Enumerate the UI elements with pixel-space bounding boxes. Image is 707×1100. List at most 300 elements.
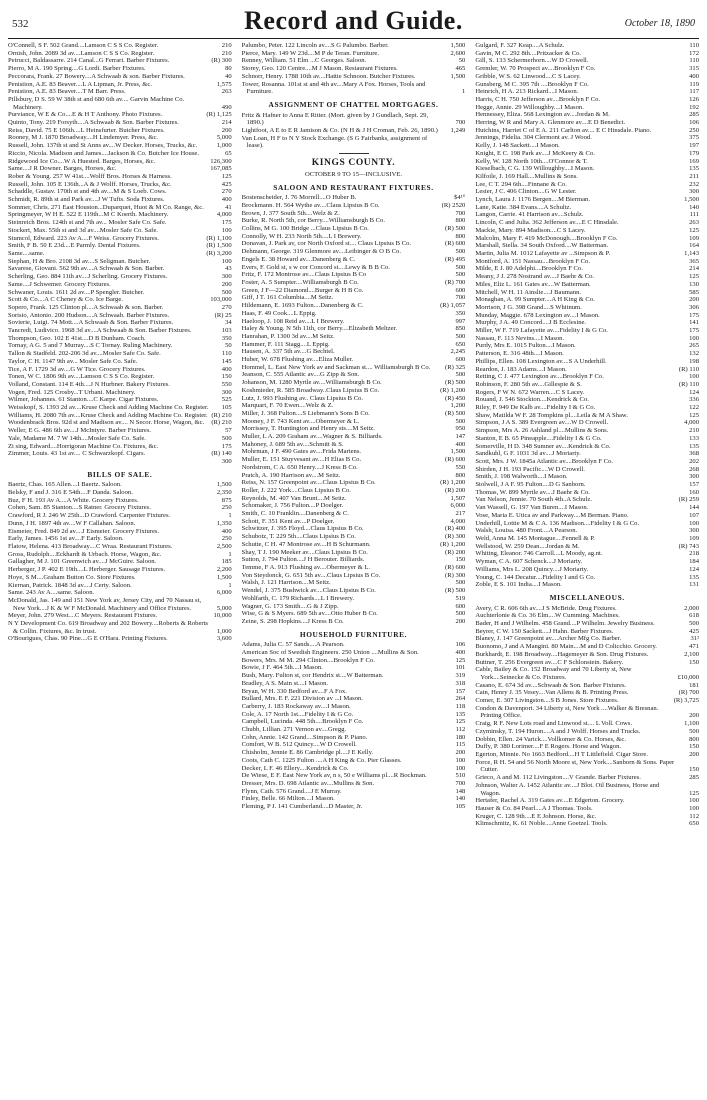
- list-entry: [475, 196, 699, 204]
- entry-text: Kruger, C. 128 9th....E E Johnson. Horse, &c.: [475, 812, 597, 820]
- entry-text: Petrucci, Baldassarre. 214 Canal...G Ferrari. Barber Fixtures.: [8, 57, 170, 65]
- entry-amount: 875: [221, 496, 232, 504]
- entry-amount: 4,000: [684, 419, 700, 427]
- entry-amount: (R) 25: [214, 311, 232, 319]
- entry-text: Morrison, J G. 398 Grand....S Whitnum.: [475, 303, 582, 311]
- list-entry: [242, 333, 466, 341]
- entry-text: Hegge, Annie. 29 Willoughby....I Mason.: [475, 103, 584, 111]
- entry-amount: £10,000: [677, 673, 700, 681]
- list-entry: [242, 73, 466, 81]
- entry-text: Shaw, Matilda W F. 28 Tompkins pl....Leila & M A Shaw.: [475, 411, 628, 419]
- list-entry: [475, 458, 699, 466]
- list-entry: [475, 81, 699, 89]
- entry-text: Same....J R Downer. Barges, Horses, &c.: [8, 165, 117, 173]
- entry-text: Mahoney, J. 689 5th av....Schmitt & S.: [241, 440, 344, 448]
- list-entry: [8, 81, 232, 89]
- list-entry: [8, 296, 232, 304]
- entry-amount: 157: [455, 687, 466, 695]
- list-entry: [475, 150, 699, 158]
- entry-text: Patterson, E. 316 48th....I Mason.: [475, 350, 564, 358]
- entry-text: Condon & Davenport. 34 Liberty st, New York ....Walker & Bresnan. Printing Office.: [475, 704, 659, 720]
- list-entry: [242, 610, 466, 618]
- list-entry: [242, 525, 466, 533]
- entry-amount: (R) 200: [445, 548, 466, 556]
- entry-text: Underhill, Lottie M & C A. 136 Madison....Fidelity I & G Co.: [475, 519, 640, 527]
- list-entry: [475, 235, 699, 243]
- entry-text: Same....same.: [8, 249, 45, 257]
- entry-text: Kelly, W. 128 North 10th....O'Connor & T.: [475, 157, 588, 165]
- entry-text: Hauser & Co. 84 Pearl....A J Thomas. Tools.: [475, 804, 593, 812]
- list-entry: [242, 325, 466, 333]
- entry-amount: 150: [689, 658, 700, 666]
- entry-amount: 300: [689, 188, 700, 196]
- entry-amount: 125: [455, 718, 466, 726]
- entry-text: Campbell, Lucinda. 448 5th....Brooklyn F Co.: [241, 718, 364, 726]
- entry-text: Smith, F B. 50 E 23d....E Parmly. Dental Fixtures.: [8, 242, 141, 250]
- entry-text: Williams, Mrs L. 208 Quincy....J Moriarty.: [475, 565, 589, 573]
- entry-amount: 2,100: [684, 650, 700, 658]
- list-entry: [242, 688, 466, 696]
- list-entry: [475, 705, 699, 720]
- entry-amount: 144: [689, 504, 700, 512]
- list-entry: [475, 427, 699, 435]
- entry-text: Ridgewood Ice Co....W A Huested. Barges, Horses, &c.: [8, 157, 156, 165]
- list-entry: [475, 682, 699, 690]
- list-entry: [242, 279, 466, 287]
- entry-text: Lutz, J. 993 Flushing av.. Claus Lipsius B Co.: [241, 394, 364, 402]
- entry-text: Mooney, J F. 743 Kent av....Obermeyer & L.: [241, 417, 360, 425]
- entry-amount: 197: [689, 142, 700, 150]
- list-entry: [8, 582, 232, 590]
- list-entry: [475, 127, 699, 135]
- list-entry: [242, 233, 466, 241]
- entry-text: Malcolm, Mary F. 419 McDonough....Brooklyn F Co.: [475, 234, 618, 242]
- entry-text: Volland, Constant. 114 E 4th....J N Hurbner. Bakery Fixtures.: [8, 380, 170, 388]
- list-entry: [242, 287, 466, 295]
- entry-text: Stockert, Max. 55th st and 3d av....Mosler Safe Co. Safe.: [8, 226, 158, 234]
- entry-amount: (R) 300: [445, 571, 466, 579]
- list-entry: [242, 510, 466, 518]
- entry-text: Muller, L A. 209 Graham av....Wagner & S. Billiards.: [241, 433, 383, 441]
- entry-text: Hanrahan, P. 1300 3d av....M Seitz.: [241, 332, 335, 340]
- entry-text: Steinreich Bros. 124th st and 7th av... Mosler Safe Co. Safe.: [8, 219, 167, 227]
- entry-text: Young, C. 144 Decatur....Fidelity I and G Co.: [475, 573, 596, 581]
- entry-text: Miller, J. 368 Fulton....S Liebmann's Sons B Co.: [241, 409, 370, 417]
- entry-amount: 112: [689, 812, 700, 820]
- entry-text: Jennings, Fidelia. 304 Clermont av. J Wood.: [475, 134, 592, 142]
- list-entry: [242, 127, 466, 135]
- entry-amount: 115: [455, 741, 466, 749]
- list-entry: [475, 289, 699, 297]
- entry-text: Blaney, J. 147 Greenpoint av....Archer Mfg Co. Barber.: [475, 635, 622, 643]
- entry-amount: 471: [689, 643, 700, 651]
- entry-text: Jeanson, C. 555 Atlantic av....G Zipp & Son.: [241, 371, 360, 379]
- entry-text: Hoye, S M....Graham Button Co. Store Fixtures.: [8, 573, 136, 581]
- list-entry: [475, 720, 699, 728]
- list-entry: [242, 348, 466, 356]
- list-entry: [8, 319, 232, 327]
- entry-text: Muller, E. 151 Stuyvesant av....H Elias B Co.: [241, 456, 362, 464]
- entry-text: Hommel, L. East New York av and Sackman st.... Williamsburgh B Co.: [241, 363, 431, 371]
- list-entry: [242, 418, 466, 426]
- list-entry: [8, 227, 232, 235]
- entry-amount: (R) 210: [211, 419, 232, 427]
- list-entry: [475, 111, 699, 119]
- entry-text: Temme, F A. 913 Flushing av....Obermeyer & L.: [241, 564, 371, 571]
- list-entry: [242, 65, 466, 73]
- entry-amount: 700: [455, 209, 466, 217]
- entry-text: Gulgard, F. 327 Keap....A Schulz.: [475, 42, 565, 49]
- list-entry: [242, 240, 466, 248]
- list-entry: [242, 556, 466, 564]
- list-entry: [475, 520, 699, 528]
- entry-amount: 4,000: [450, 517, 466, 525]
- entry-text: Flatow, Helena. 413 Broadway....C Wraa. Restaurant Fixtures.: [8, 543, 173, 550]
- entry-text: Yale, Madame M. 7 W 14th....Mosler Safe Co. Safe.: [8, 434, 146, 442]
- entry-text: Schnorr, Henry. 1788 10th av....Hattie Schnoon. Butcher Fixtures.: [241, 72, 416, 80]
- entry-text: Bush, Mary. Fulton st, cor Hendrix st....W Batterman.: [241, 672, 384, 680]
- entry-text: Force, R H. 54 and 56 North Moore st, New York....Sanborn & Sons. Paper Cutter.: [475, 758, 675, 774]
- list-entry: [8, 219, 232, 227]
- list-entry: [475, 481, 699, 489]
- list-entry: [242, 595, 466, 603]
- list-entry: [475, 42, 699, 50]
- list-entry: [8, 528, 232, 536]
- entry-text: Rooney, M J. 1870 Broadway....H Lindemyer. Press, &c.: [8, 134, 159, 142]
- entry-text: Mohrman, J F. 490 Gates av....Frida Martens.: [241, 448, 362, 456]
- entry-amount: 132: [689, 350, 700, 358]
- entry-amount: 218: [689, 550, 700, 558]
- entry-text: Phillips, Ellen. 108 Lexington av....S A Underhill.: [475, 357, 607, 365]
- entry-text: Same....J Schwemer. Grocery Fixtures.: [8, 280, 111, 288]
- entry-text: Lester, J C. 406 Clinton....G W Lester.: [475, 188, 577, 196]
- list-entry: [242, 541, 466, 549]
- list-entry: [8, 566, 232, 574]
- entry-amount: (R) 1,100: [206, 234, 232, 242]
- list-entry: [475, 134, 699, 142]
- entry-text: Giff, J T. 161 Columbia....M Seitz.: [241, 294, 334, 302]
- entry-amount: 300: [689, 527, 700, 535]
- entry-text: Reardon, J. 183 Adams....I Mason.: [475, 365, 567, 373]
- list-entry: [475, 743, 699, 751]
- list-entry: [8, 119, 232, 127]
- entry-text: Avery, C R. 606 6th av....J S McBride. Drug Fixtures.: [475, 604, 617, 612]
- entry-amount: 264: [455, 695, 466, 703]
- entry-text: Schaddle, Gustav. 170th st and 4th av....M & S Loeb. Cows.: [8, 188, 167, 196]
- entry-amount: (R) 600: [445, 240, 466, 248]
- entry-text: Robinson, F. 280 5th av....Gillespie & S.: [475, 380, 582, 388]
- list-entry: [242, 441, 466, 449]
- entry-text: Storey, Geo. 120 Centre....M J Mason. Restaurant Fixtures.: [241, 65, 398, 73]
- entry-amount: 250: [689, 126, 700, 134]
- page-header: [8, 6, 699, 39]
- entry-text: Tower, Rosanna. 101st st and 4th av....Mary A Fox. Horses, Tools and Furniture.: [241, 80, 426, 96]
- list-entry: [475, 265, 699, 273]
- entry-text: Bader, H and J Wilhelm. 458 Grand....P Wilhelm. Jewelry Business.: [475, 620, 655, 628]
- entry-amount: 550: [221, 380, 232, 388]
- entry-text: Gremler, W. 70 Prospect av....Brooklyn F Co.: [475, 65, 596, 73]
- entry-amount: (R) 500: [445, 379, 466, 387]
- list-entry: [242, 318, 466, 326]
- entry-amount: 500: [221, 288, 232, 296]
- list-entry: [242, 310, 466, 318]
- entry-amount: 141: [689, 319, 700, 327]
- entry-text: Zimmer, Louis. 43 1st av.... C Schwarzkopf. Cigars.: [8, 450, 146, 458]
- entry-amount: 600: [455, 602, 466, 610]
- list-entry: [242, 302, 466, 310]
- entry-text: Harris, C H. 750 Jefferson av....Brooklyn F Co.: [475, 95, 601, 103]
- entry-amount: (R) 400: [445, 525, 466, 533]
- entry-text: Bowers, Mrs. M M. 294 Clinton....Brooklyn F Co.: [241, 656, 375, 664]
- list-entry: [8, 96, 232, 111]
- entry-amount: (R) 3,725: [673, 697, 700, 705]
- list-entry: [242, 402, 466, 410]
- entry-amount: 368: [689, 450, 700, 458]
- entry-text: Wohlfarth, C. 179 Richards....L I Brewery.: [241, 594, 354, 602]
- page-title: Record and Guide.: [244, 6, 463, 35]
- list-entry: [242, 57, 466, 65]
- entry-amount: 167,085: [210, 165, 232, 173]
- page-number: 532: [12, 18, 29, 30]
- entry-amount: 106: [689, 119, 700, 127]
- entry-text: Dunn, J H. 1897 4th av....W F Callahan. Saloon.: [8, 519, 136, 527]
- entry-amount: 117: [689, 88, 700, 96]
- entry-text: Russell, John. 137th st and St Anns av....W Decker. Horses, Trucks, &c.: [8, 142, 198, 150]
- entry-text: Comer, E. 307 Livingston....S B Jones. Store Fixtures.: [475, 697, 619, 705]
- columns: [8, 42, 699, 1092]
- column-1: [8, 42, 232, 1092]
- entry-text: Collins, M G. 100 Bridge ...Claus Lipsius B Co.: [241, 225, 369, 233]
- entry-amount: 400: [689, 72, 700, 80]
- list-entry: [242, 695, 466, 703]
- entry-text: Herring, W R and Mary A. Glenmore av....E D Benedict.: [475, 119, 626, 127]
- list-entry: [8, 265, 232, 273]
- list-entry: [8, 250, 232, 258]
- entry-amount: 210: [221, 42, 232, 49]
- column-2: [242, 42, 466, 1092]
- entry-amount: 1,143: [684, 249, 700, 257]
- list-entry: [242, 711, 466, 719]
- list-entry: [242, 502, 466, 510]
- list-entry: [475, 65, 699, 73]
- list-entry: [8, 535, 232, 543]
- list-entry: [8, 396, 232, 404]
- list-entry: [475, 450, 699, 458]
- list-entry: [8, 512, 232, 520]
- list-entry: [242, 518, 466, 526]
- entry-text: Smith, C. 10 Franklin....Danenberg & C.: [241, 510, 349, 518]
- entry-text: Van Nelson, Jennie. 70 South 4th..A Schulz.: [475, 496, 593, 504]
- list-entry: [475, 319, 699, 327]
- entry-text: Sandkuhl, G F. 1031 3d av....J Moriarty.: [475, 450, 581, 458]
- entry-text: Egerton, Minnie. No 1663 Bedford....H T Littlefield. Cigar Store.: [475, 750, 648, 758]
- list-entry: [475, 188, 699, 196]
- entry-text: Wilmer, Johannes. 61 Stanton....C Karpe. Cigar Fixtures.: [8, 396, 159, 404]
- entry-text: Fleming, P J. 141 Cumberland....D Master, Jr.: [241, 803, 363, 811]
- entry-amount: 41: [225, 203, 232, 211]
- entry-amount: 175: [221, 442, 232, 450]
- entry-amount: 126: [689, 95, 700, 103]
- list-entry: [8, 242, 232, 250]
- entry-text: Brown, J. 377 South 5th....Welz & Z.: [241, 209, 340, 217]
- entry-text: Marshall, Stella. 34 South Oxford....W Batterman.: [475, 242, 609, 250]
- list-entry: [475, 304, 699, 312]
- list-entry: [475, 119, 699, 127]
- list-entry: [475, 651, 699, 659]
- entry-amount: (R) 743: [678, 542, 700, 550]
- entry-text: Sopero, Frank. 125 Clinton pl....A Schwaab & son. Barber.: [8, 303, 164, 311]
- entry-text: Burkhardt, E. 198 Broadway....Hagemeyer & Son. Drug Fixtures.: [475, 650, 649, 658]
- list-entry: [242, 587, 466, 595]
- entry-text: Peccorara, Frank. 27 Bowery....A Schwaab & son. Barber Fixtures.: [8, 72, 185, 80]
- list-entry: [475, 327, 699, 335]
- list-entry: [475, 204, 699, 212]
- list-entry: [475, 381, 699, 389]
- list-entry: [8, 258, 232, 266]
- entry-text: Cohn, Annie. 142 Grand....Simpson & P. Piano.: [241, 733, 368, 741]
- list-entry: [8, 304, 232, 312]
- entry-text: Hertafer, Rachel A. 319 Gates av....E Edgerton. Grocery.: [475, 797, 625, 805]
- entry-amount: 135: [455, 710, 466, 718]
- list-entry: [475, 142, 699, 150]
- list-entry: [8, 458, 232, 466]
- entry-text: Dresser, Mrs. D. 698 Atlantic av....Mullins & Son.: [241, 779, 375, 787]
- list-entry: [475, 242, 699, 250]
- entry-amount: 175: [689, 327, 700, 335]
- entry-text: Lee, C T. 294 6th....Finnane & Co.: [475, 180, 567, 188]
- list-entry: [8, 342, 232, 350]
- entry-text: Schomaker, J. 756 Fulton....P Doelger.: [241, 502, 344, 510]
- entry-amount: 124: [689, 565, 700, 573]
- entry-amount: 500: [455, 271, 466, 279]
- list-entry: [475, 181, 699, 189]
- entry-amount: 135: [689, 442, 700, 450]
- entry-amount: 200: [455, 617, 466, 625]
- list-entry: [8, 196, 232, 204]
- entry-amount: 270: [221, 303, 232, 311]
- entry-amount: 1,000: [216, 142, 232, 150]
- entry-amount: 425: [221, 180, 232, 188]
- entry-text: Haas, F. 49 Cook....L Eppig.: [241, 309, 317, 317]
- entry-amount: 500: [455, 579, 466, 587]
- entry-amount: 100: [455, 756, 466, 764]
- list-entry: [475, 697, 699, 705]
- entry-amount: 285: [689, 774, 700, 782]
- entry-text: Fritz, F. 172 Montrose av....Claus Lipsius B Co: [241, 271, 367, 279]
- list-entry: [475, 805, 699, 813]
- entry-text: Gavin, M C. 292 8th....Pritzacker & Co.: [475, 49, 582, 57]
- list-entry: [8, 211, 232, 219]
- list-entry: [8, 481, 232, 489]
- list-entry: [475, 104, 699, 112]
- entry-amount: 214: [689, 265, 700, 273]
- entry-text: Tonen, W C. 1806 9th av....Lamson C S S Co. Register.: [8, 373, 155, 381]
- entry-text: Vose, Maria E. Utica av and Parkway....M Berman. Piano.: [475, 511, 629, 519]
- entry-text: Bostenscheider, J. 76 Morrell....O Huber B.: [241, 194, 357, 202]
- list-entry: [475, 643, 699, 651]
- entry-amount: 1,500: [684, 196, 700, 204]
- list-entry: [475, 404, 699, 412]
- entry-amount: 650: [689, 820, 700, 828]
- entry-amount: (R) 1,125: [206, 111, 232, 119]
- entry-text: Czyminsky, T. 194 Huron....A and J Wolff. Horses and Trucks.: [475, 727, 641, 735]
- list-entry: [475, 342, 699, 350]
- list-entry: [475, 558, 699, 566]
- list-entry: [475, 666, 699, 681]
- entry-text: Rogers, F W N. 672 Warren....C S Lacey.: [475, 388, 585, 396]
- entry-text: Schutte, C H. 47 Montrose av....H B Schurmann.: [241, 540, 371, 548]
- list-entry: [475, 543, 699, 551]
- entry-text: Haeloop, J. 108 Reid av....L I Brewery.: [241, 317, 345, 325]
- entry-text: Bullard, Mrs. E F. 221 Division av ...I Mason.: [241, 695, 363, 703]
- entry-text: Belsky, F and J. 316 E 54th....F Danda. Saloon.: [8, 489, 133, 497]
- entry-amount: 133: [689, 434, 700, 442]
- entry-text: Meyer, John. 279 West....C Meyers. Restaurant Fixtures.: [8, 612, 158, 620]
- entry-text: Zi sing, Edward....Horrigoran Machine Co. Fixtures, &c.: [8, 442, 159, 450]
- entry-amount: (R) 1,500: [206, 242, 232, 250]
- list-entry: [242, 210, 466, 218]
- entry-amount: 181: [689, 681, 700, 689]
- entry-amount: 700: [455, 779, 466, 787]
- entry-text: Scott, Mrs. J W. 1845a Atlantic av....Brooklyn F Co.: [475, 457, 614, 465]
- entry-text: N Y Development Co. 619 Broadway and 202 Bowery....Roberts & Roberts & Collin. Fixtures, &c. In trust.: [8, 620, 208, 635]
- entry-text: Chisholm, Jennie E. 86 Cambridge pl....J E Kelly.: [241, 749, 374, 757]
- list-entry: [475, 443, 699, 451]
- entry-amount: 109: [689, 535, 700, 542]
- entry-amount: 106: [455, 641, 466, 649]
- entry-text: Zeine, S. 298 Hopkins....J Kress B Co.: [241, 617, 344, 625]
- entry-text: Johanson, M. 1280 Myrtle av....Williamsburgh B Co.: [241, 379, 382, 387]
- entry-amount: 160: [689, 488, 700, 496]
- list-entry: [242, 364, 466, 372]
- entry-amount: 350: [455, 309, 466, 317]
- entry-text: McDonald, Jas. 149 and 151 New York av, Jersey City, and 70 Nassau st, New York....J K & W F McDonald. Machinery and Office Fixtures.: [8, 596, 202, 612]
- entry-amount: 131: [689, 581, 700, 589]
- entry-amount: 10,000: [213, 612, 232, 620]
- entry-amount: 200: [689, 750, 700, 758]
- list-entry: [475, 797, 699, 805]
- entry-text: Gunsberg, M C. 395 7th ....Brooklyn F Co.: [475, 80, 589, 88]
- entry-amount: 1,200: [450, 402, 466, 410]
- list-entry: [242, 456, 466, 464]
- entry-amount: 950: [455, 425, 466, 433]
- list-entry: [475, 820, 699, 828]
- entry-amount: (R) 300: [445, 533, 466, 541]
- entry-text: Meany, J J. 278 Nostrand av....J Baehr & Co.: [475, 273, 595, 281]
- list-entry: [475, 620, 699, 628]
- list-entry: [475, 250, 699, 258]
- list-entry: [475, 96, 699, 104]
- list-entry: [242, 649, 466, 657]
- entry-text: Walsh, J. 121 Harrison....M Seitz.: [241, 579, 331, 587]
- entry-amount: 1,100: [684, 720, 700, 728]
- entry-amount: 109: [689, 234, 700, 242]
- entry-amount: 110: [689, 57, 700, 65]
- list-entry: [475, 689, 699, 697]
- list-entry: [242, 264, 466, 272]
- list-entry: [475, 466, 699, 474]
- list-entry: [242, 112, 466, 127]
- list-entry: [242, 549, 466, 557]
- entry-text: Penistion, A.E. 83 Beaver....T M Barr. Press.: [8, 88, 126, 96]
- entry-text: Auchterlonie & Co. 36 Elm....W Cumming. Machines.: [475, 612, 620, 620]
- entry-text: Williams, H. 2080 7th av....Kruse Check and Adding Machine Co. Register.: [8, 411, 208, 419]
- entry-list: [242, 112, 466, 151]
- entry-text: Riley, F. 949 De Kalb av....Fidelity I & G Co.: [475, 404, 596, 412]
- entry-text: Knight, E C. 198 Park av....J McKeery & Co.: [475, 149, 595, 157]
- entry-amount: 34: [225, 319, 232, 327]
- list-entry: [475, 813, 699, 821]
